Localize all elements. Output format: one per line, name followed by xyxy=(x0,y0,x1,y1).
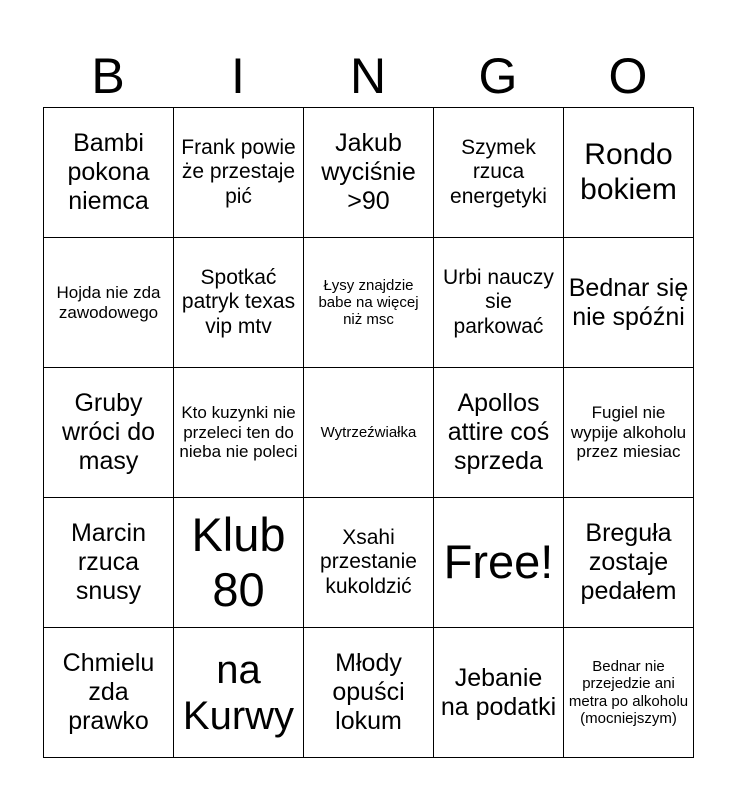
bingo-cell-text: Free! xyxy=(443,535,554,589)
bingo-cell-text: Kto kuzynki nie przeleci ten do nieba nie poleci xyxy=(179,403,298,462)
bingo-cell[interactable] xyxy=(304,368,434,498)
bingo-cell[interactable] xyxy=(174,628,304,758)
bingo-cell-text: Klub 80 xyxy=(191,508,286,616)
bingo-cell[interactable] xyxy=(434,628,564,758)
bingo-cell[interactable] xyxy=(434,368,564,498)
bingo-cell-text: Apollos attire coś sprzeda xyxy=(447,389,550,475)
bingo-cell[interactable] xyxy=(44,368,174,498)
bingo-cell-text: Szymek rzuca energetyki xyxy=(450,136,547,208)
bingo-cell[interactable] xyxy=(174,498,304,628)
bingo-cell[interactable] xyxy=(174,108,304,238)
bingo-cell-text: Jebanie na podatki xyxy=(440,663,557,721)
bingo-cell[interactable] xyxy=(564,498,694,628)
bingo-cell-text: Bednar nie przejedzie ani metra po alkoholu (mocniejszym) xyxy=(568,658,689,727)
bingo-cell[interactable] xyxy=(564,238,694,368)
bingo-cell[interactable] xyxy=(44,108,174,238)
bingo-cell-text: Gruby wróci do masy xyxy=(61,389,156,475)
bingo-cell-text: Jakub wyciśnie >90 xyxy=(321,129,416,215)
header-letter-b: B xyxy=(91,48,125,104)
bingo-cell-text: Hojda nie zda zawodowego xyxy=(56,282,161,322)
bingo-header xyxy=(43,45,693,107)
bingo-cell-text: Rondo bokiem xyxy=(580,138,677,206)
bingo-cell-text: Bambi pokona niemca xyxy=(67,129,150,215)
bingo-cell[interactable] xyxy=(564,108,694,238)
bingo-cell-text: Urbi nauczy sie parkować xyxy=(443,266,554,338)
bingo-cell[interactable] xyxy=(44,498,174,628)
bingo-cell-text: Marcin rzuca snusy xyxy=(70,519,146,605)
bingo-cell-text: Wytrzeźwiałka xyxy=(320,423,417,441)
bingo-cell-text: Breguła zostaje pedałem xyxy=(580,519,677,605)
bingo-cell[interactable] xyxy=(434,108,564,238)
header-letter-i: I xyxy=(231,48,245,104)
header-letter-g: G xyxy=(478,48,518,104)
bingo-cell[interactable] xyxy=(304,498,434,628)
bingo-cell-text: na Kurwy xyxy=(182,647,295,738)
bingo-cell-text: Xsahi przestanie kukoldzić xyxy=(320,526,417,598)
header-letter-o: O xyxy=(608,48,648,104)
bingo-cell-text: Fugiel nie wypije alkoholu przez miesiac xyxy=(570,403,687,462)
bingo-cell-text: Bednar się nie spóźni xyxy=(568,273,689,331)
bingo-cell-free[interactable] xyxy=(434,498,564,628)
bingo-cell-text: Frank powie że przestaje pić xyxy=(181,136,296,208)
bingo-board xyxy=(43,107,694,758)
bingo-cell[interactable] xyxy=(304,238,434,368)
bingo-cell[interactable] xyxy=(174,368,304,498)
bingo-cell[interactable] xyxy=(44,238,174,368)
header-letter-n: N xyxy=(349,48,387,104)
bingo-cell[interactable] xyxy=(564,628,694,758)
bingo-cell[interactable] xyxy=(304,108,434,238)
bingo-cell[interactable] xyxy=(564,368,694,498)
bingo-cell-text: Młody opuści lokum xyxy=(332,649,405,735)
bingo-cell[interactable] xyxy=(174,238,304,368)
bingo-cell[interactable] xyxy=(304,628,434,758)
bingo-cell[interactable] xyxy=(44,628,174,758)
bingo-cell[interactable] xyxy=(434,238,564,368)
bingo-cell-text: Chmielu zda prawko xyxy=(62,649,155,735)
bingo-cell-text: Łysy znajdzie babe na więcej niż msc xyxy=(318,276,419,329)
bingo-cell-text: Spotkać patryk texas vip mtv xyxy=(181,266,296,338)
